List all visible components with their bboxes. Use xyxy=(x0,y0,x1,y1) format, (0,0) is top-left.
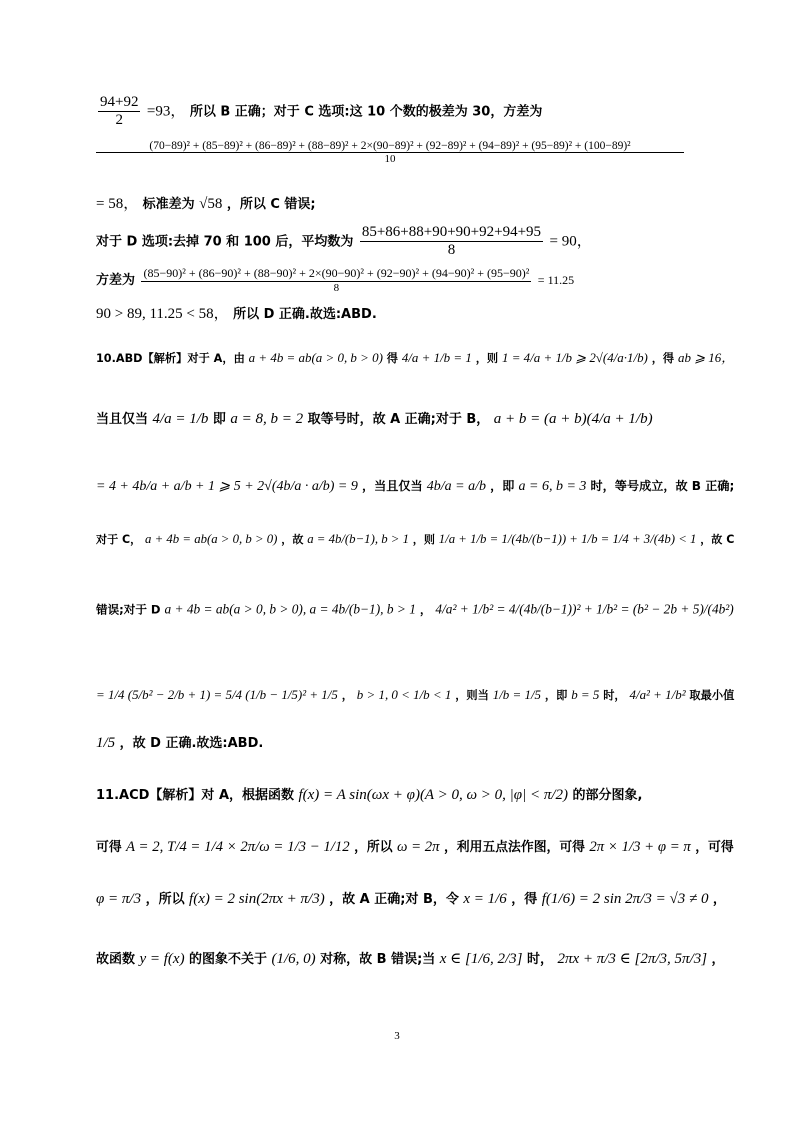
math-expression: 4/a + 1/b = 1 xyxy=(401,351,472,366)
line-13 xyxy=(96,732,263,752)
line-5 xyxy=(96,266,574,294)
line-7 xyxy=(96,348,734,366)
line-16 xyxy=(96,888,726,908)
line-15 xyxy=(96,836,734,856)
fraction xyxy=(98,94,140,129)
text-segment: ， xyxy=(711,952,725,967)
text-segment: 当且仅当 xyxy=(96,412,149,427)
math-expression: 2π × 1/3 + φ = π xyxy=(589,838,691,855)
math-expression: b > 1, 0 < 1/b < 1 xyxy=(356,688,452,703)
math-expression: y = f(x) xyxy=(139,951,185,967)
fraction-denominator: 2 xyxy=(115,112,123,128)
math-expression: A = 2, T/4 = 1/4 × 2π/ω = 1/3 − 1/12 xyxy=(126,838,350,855)
text-segment: 方差为 xyxy=(96,273,136,288)
math-expression: 1 = 4/a + 1/b ⩾ 2√(4/a·1/b) xyxy=(501,351,648,366)
math-equation: = 90， xyxy=(549,233,592,250)
math-equation: = 11.25 xyxy=(537,273,575,287)
line-1 xyxy=(96,94,542,129)
fraction-numerator: (85−90)² + (86−90)² + (88−90)² + 2×(90−90)² + (92−90)² + (94−90)² + (95−90)² xyxy=(143,266,530,280)
math-expression: x ∈ [1/6, 2/3] xyxy=(439,951,523,967)
math-expression: φ = π/3 xyxy=(96,891,142,907)
math-expression: = 1/4 (5/b² − 2/b + 1) = 5/4 (1/b − 1/5)² + 1/5 xyxy=(96,688,338,703)
fraction xyxy=(360,224,543,259)
variance-fraction xyxy=(96,140,684,165)
text-segment: 所以 D 正确.故选:ABD. xyxy=(233,307,377,322)
fraction-numerator: 85+86+88+90+90+92+94+95 xyxy=(361,224,542,240)
math-expression: 4/a² + 1/b² = 4/(4b/(b−1))² + 1/b² = (b² − 2b + 5)/(4b²) xyxy=(435,602,734,617)
text-segment: ，则 xyxy=(412,533,435,547)
text-segment: 对于 D 选项:去掉 70 和 100 后，平均数为 xyxy=(96,234,354,250)
variance-fraction xyxy=(141,266,531,294)
line-4 xyxy=(96,224,592,259)
text-segment: ，故 A 正确;对 B，令 xyxy=(329,892,459,907)
problem-heading: 10.ABD【解析】对于 A，由 xyxy=(96,352,245,366)
text-segment: ，当且仅当 xyxy=(361,479,423,494)
line-8 xyxy=(96,408,653,428)
text-segment: ， xyxy=(419,603,432,617)
text-segment: ，所以 xyxy=(145,892,185,907)
math-expression: 4/a² + 1/b² xyxy=(629,688,686,703)
text-segment: ，即 xyxy=(544,689,568,703)
text-segment: ，得 xyxy=(511,892,538,907)
math-sqrt: √58 xyxy=(199,196,223,212)
text-segment: 故函数 xyxy=(96,952,136,967)
text-segment: 得 xyxy=(386,352,398,366)
text-segment: ，利用五点法作图，可得 xyxy=(443,839,585,855)
text-segment: ，故 D 正确.故选:ABD. xyxy=(119,736,264,751)
line-11 xyxy=(96,600,734,618)
line-6 xyxy=(96,302,377,323)
math-expression: a = 8, b = 2 xyxy=(230,411,304,427)
fraction-denominator: 8 xyxy=(447,242,456,258)
text-segment: 错误;对于 D xyxy=(96,603,161,617)
math-expression: b = 5 xyxy=(571,688,600,703)
math-expression: ab ⩾ 16， xyxy=(678,351,735,366)
fraction-denominator: 8 xyxy=(333,282,340,294)
text-segment: 的图象不关于 xyxy=(189,952,268,967)
math-expression: a = 4b/(b−1), b > 1 xyxy=(307,532,410,547)
math-expression: ω = 2π xyxy=(396,838,440,855)
math-inequality: 90 > 89, 11.25 < 58， xyxy=(96,306,229,322)
line-12 xyxy=(96,686,734,703)
text-segment: 取最小值 xyxy=(689,689,735,703)
text-segment: 的部分图象, xyxy=(572,788,643,803)
text-segment: ， xyxy=(341,689,353,703)
problem-heading: 11.ACD【解析】对 A，根据函数 xyxy=(96,788,295,803)
line-9 xyxy=(96,476,734,495)
math-expression: 4b/a = a/b xyxy=(426,478,486,494)
math-expression: 4/a = 1/b xyxy=(152,411,209,427)
text-segment: 时， xyxy=(603,689,626,703)
math-expression: a + 4b = ab(a > 0, b > 0) xyxy=(145,532,278,547)
math-expression: a = 6, b = 3 xyxy=(518,478,587,494)
math-equation: = 58， xyxy=(96,196,139,212)
text-segment: 对于 C， xyxy=(96,533,142,547)
line-2 xyxy=(96,140,684,165)
text-segment: 标准差为 xyxy=(142,197,195,212)
page-number: 3 xyxy=(394,1030,400,1042)
math-expression: a + b = (a + b)(4/a + 1/b) xyxy=(493,411,653,427)
fraction-numerator: (70−89)² + (85−89)² + (86−89)² + (88−89)² + 2×(90−89)² + (92−89)² + (94−89)² + (95−89)² + (100−89)² xyxy=(96,140,684,153)
text-segment: ，故 C xyxy=(700,533,735,547)
text-segment: ， xyxy=(712,892,726,907)
math-expression: (1/6, 0) xyxy=(271,951,316,967)
math-expression: 1/5 xyxy=(96,735,116,751)
text-segment: ，故 xyxy=(281,533,304,547)
math-expression: a + 4b = ab(a > 0, b > 0) xyxy=(248,351,383,366)
text-segment: ，即 xyxy=(490,479,515,494)
line-14 xyxy=(96,784,642,804)
text-segment: 所以 B 正确；对于 C 选项:这 10 个数的极差为 30，方差为 xyxy=(189,104,543,120)
math-expression: x = 1/6 xyxy=(463,891,507,907)
math-expression: a + 4b = ab(a > 0, b > 0), a = 4b/(b−1), b > 1 xyxy=(164,602,416,617)
line-17 xyxy=(96,948,725,968)
line-3 xyxy=(96,192,316,213)
text-segment: ，则当 xyxy=(455,689,489,703)
math-expression: f(1/6) = 2 sin 2π/3 = √3 ≠ 0 xyxy=(541,891,709,907)
text-segment: 时， xyxy=(526,952,553,967)
text-segment: ，所以 xyxy=(354,839,393,855)
math-equation: =93， xyxy=(146,103,186,120)
text-segment: 对称，故 B 错误;当 xyxy=(320,952,436,967)
math-expression: 1/b = 1/5 xyxy=(492,688,542,703)
text-segment: 可得 xyxy=(96,839,122,855)
math-expression: f(x) = 2 sin(2πx + π/3) xyxy=(189,891,325,907)
text-segment: ，可得 xyxy=(695,839,734,855)
text-segment: 即 xyxy=(212,412,226,427)
line-10 xyxy=(96,530,734,547)
text-segment: 时，等号成立，故 B 正确; xyxy=(590,479,735,494)
math-expression: = 4 + 4b/a + a/b + 1 ⩾ 5 + 2√(4b/a · a/b) = 9 xyxy=(96,478,358,494)
fraction-numerator: 94+92 xyxy=(100,94,139,110)
text-segment: ，则 xyxy=(475,352,499,366)
math-expression: 2πx + π/3 ∈ [2π/3, 5π/3] xyxy=(557,951,708,967)
math-expression: f(x) = A sin(ωx + φ)(A > 0, ω > 0, |φ| < π/2) xyxy=(298,787,569,803)
text-segment: 取等号时，故 A 正确;对于 B， xyxy=(307,412,490,427)
text-segment: ，得 xyxy=(651,352,675,366)
fraction-denominator: 10 xyxy=(384,153,396,165)
math-expression: 1/a + 1/b = 1/(4b/(b−1)) + 1/b = 1/4 + 3/(4b) < 1 xyxy=(438,532,697,547)
text-segment: ，所以 C 错误; xyxy=(226,197,316,212)
